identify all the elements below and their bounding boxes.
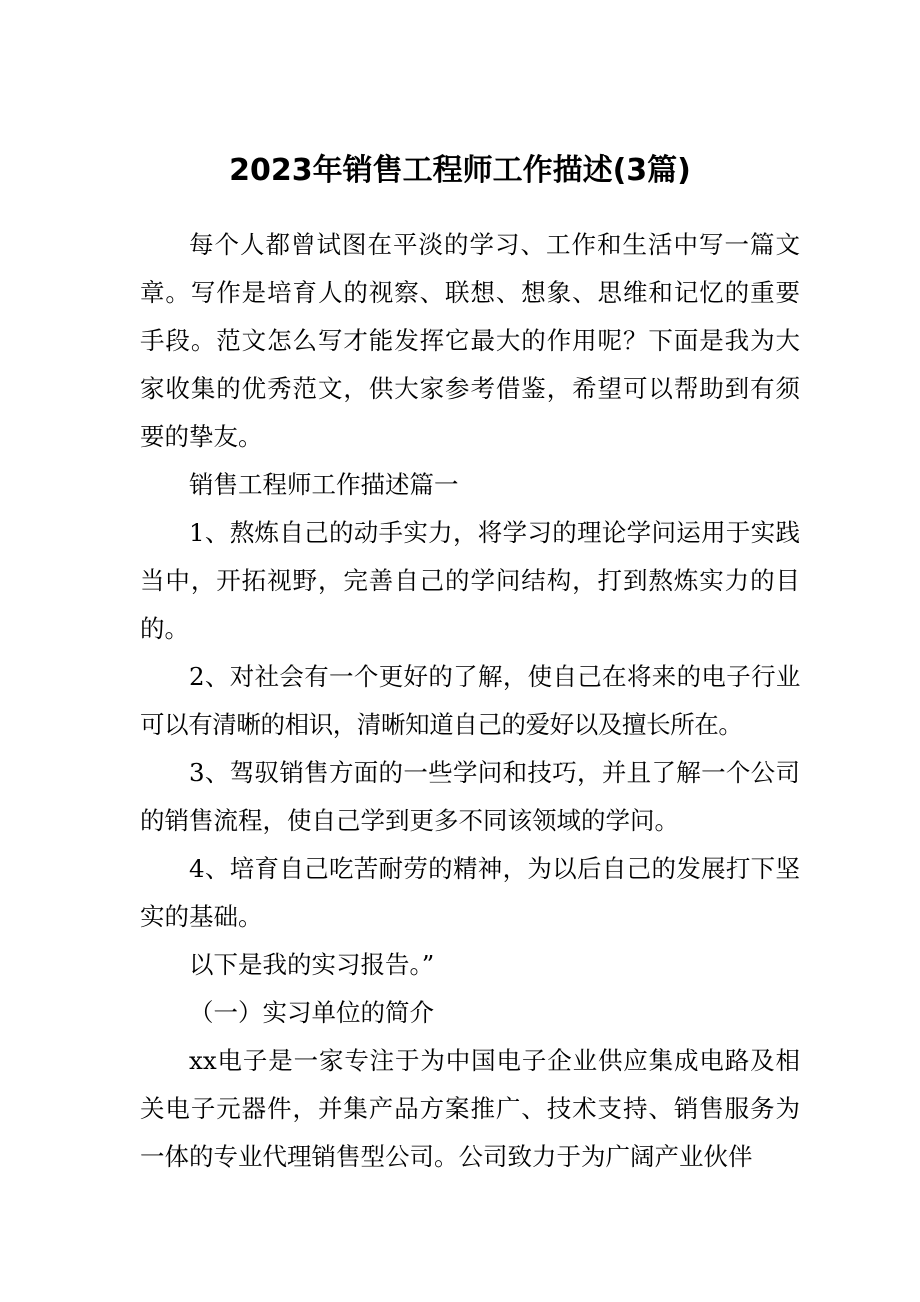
list-item-3: 3、驾驭销售方面的一些学问和技巧，并且了解一个公司的销售流程，使自己学到更多不同该领域的学问。: [140, 758, 800, 835]
list-item-2: 2、对社会有一个更好的了解，使自己在将来的电子行业可以有清晰的相识，清晰知道自己的爱好以及擅长所在。: [140, 662, 800, 739]
intro-paragraph: 每个人都曾试图在平淡的学习、工作和生活中写一篇文章。写作是培育人的视察、联想、想象、思维和记忆的重要手段。范文怎么写才能发挥它最大的作用呢？下面是我为大家收集的优秀范文，供大家参考借鉴，希望可以帮助到有须要的挚友。: [140, 230, 800, 451]
document-body: [140, 221, 800, 1181]
subsection-heading: （一）实习单位的简介: [189, 998, 434, 1027]
document-title: 2023年销售工程师工作描述(3篇): [229, 153, 691, 188]
list-item-1: 1、熬炼自己的动手实力，将学习的理论学问运用于实践当中，开拓视野，完善自己的学问结构，打到熬炼实力的目的。: [140, 518, 800, 643]
list-item-4: 4、培育自己吃苦耐劳的精神，为以后自己的发展打下坚实的基础。: [140, 854, 800, 931]
report-intro: 以下是我的实习报告。”: [189, 950, 435, 979]
section-heading: 销售工程师工作描述篇一: [189, 470, 459, 499]
company-paragraph: xx电子是一家专注于为中国电子企业供应集成电路及相关电子元器件，并集产品方案推广、技术支持、销售服务为一体的专业代理销售型公司。公司致力于为广阔产业伙伴: [140, 1046, 800, 1171]
